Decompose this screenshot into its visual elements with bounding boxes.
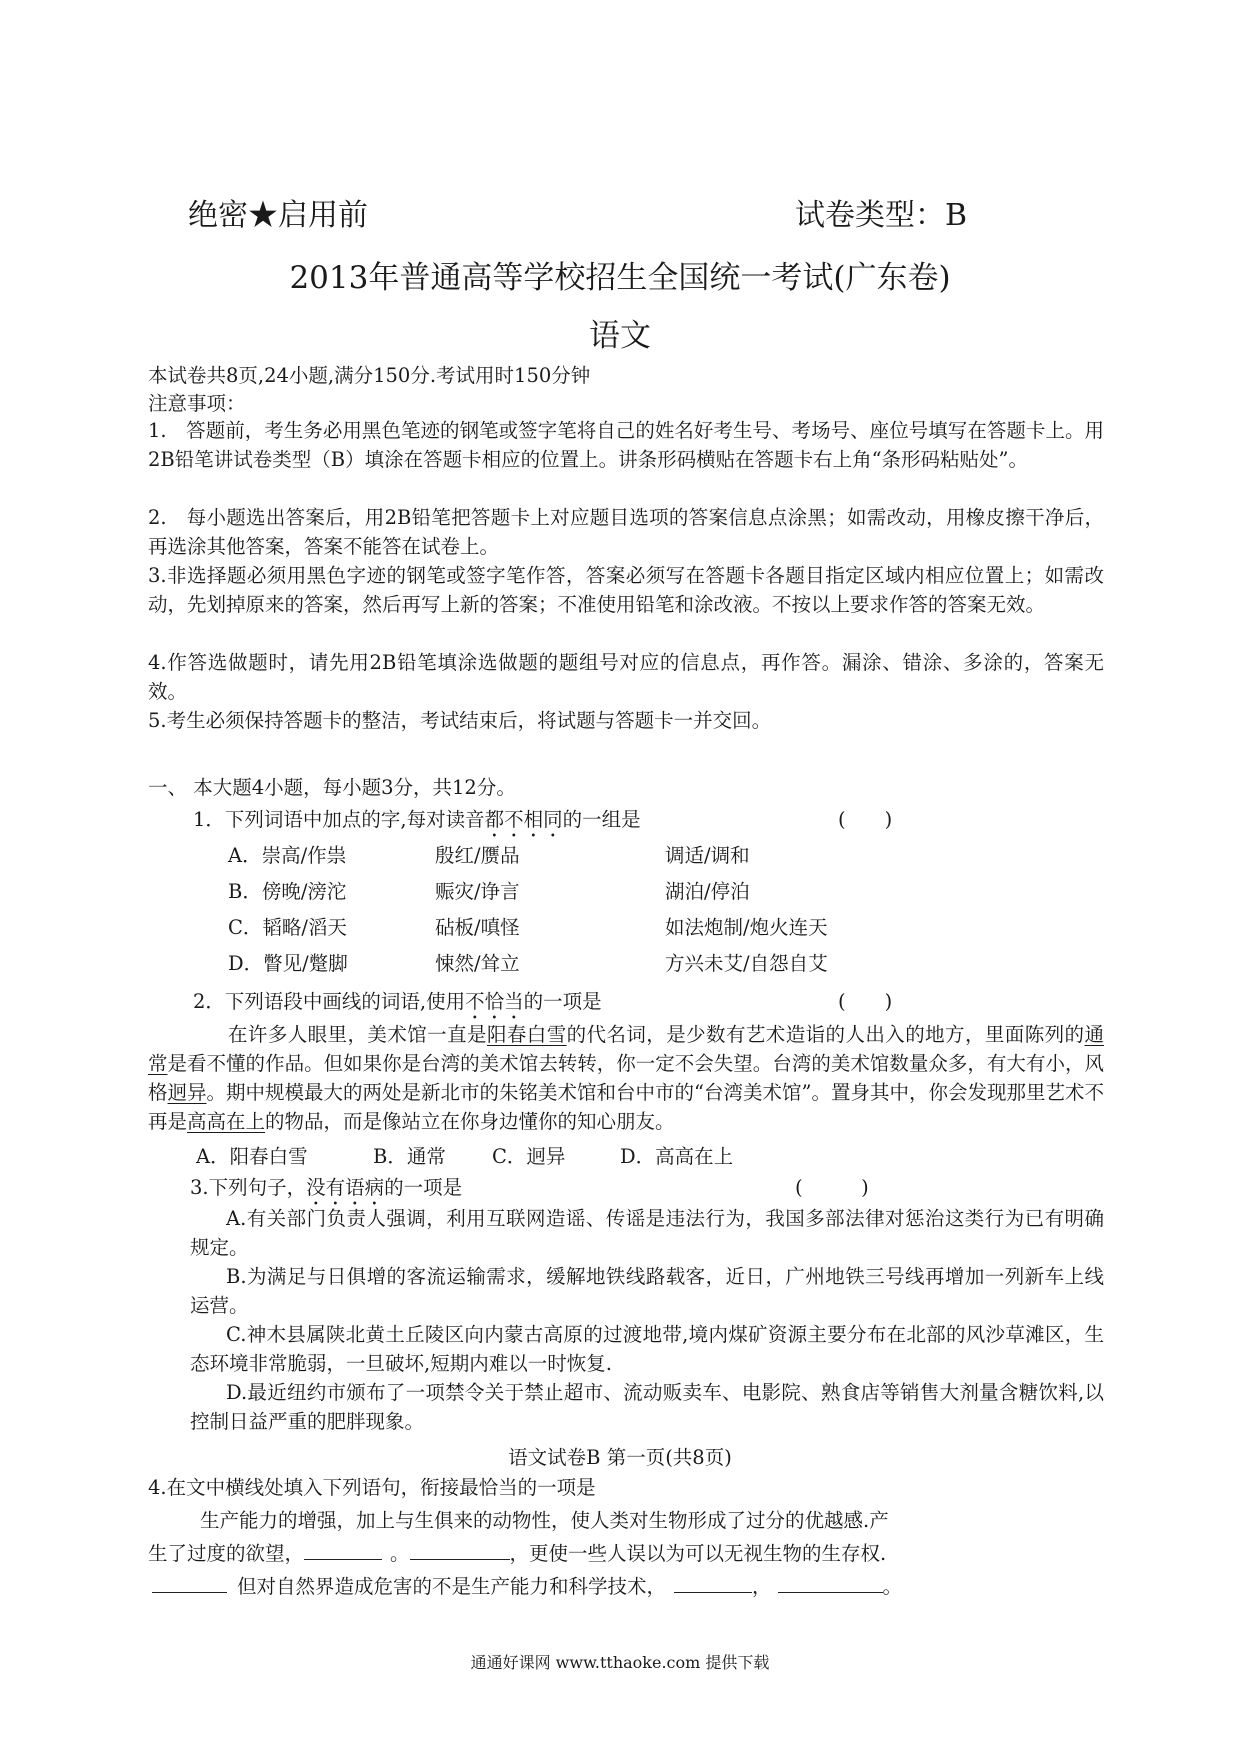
q2-option: A．阳春白雪 xyxy=(196,1145,308,1168)
question-1-stem: 1．下列词语中加点的字,每对读音都不相同的一组是 xyxy=(193,808,641,831)
paper-type-label: 试卷类型：B xyxy=(795,198,968,233)
notice-item: 2. 每小题选出答案后，用2B铅笔把答题卡上对应题目选项的答案信息点涂黑；如需改动，用橡皮擦干净后，再选涂其他答案，答案不能答在试卷上。 xyxy=(148,506,1104,558)
section-heading: 一、 本大题4小题，每小题3分，共12分。 xyxy=(148,776,516,799)
q1-option: 殷红/赝品 xyxy=(435,844,520,867)
q3-option: C.神木县属陕北黄土丘陵区向内蒙古高原的过渡地带,境内煤矿资源主要分布在北部的风沙草滩区，生态环境非常脆弱，一旦破坏,短期内难以一时恢复. xyxy=(190,1323,1104,1375)
answer-blank[interactable] xyxy=(674,1572,752,1593)
notice-item: 4.作答选做题时，请先用2B铅笔填涂选做题的题组号对应的信息点，再作答。漏涂、错涂、多涂的，答案无效。 xyxy=(148,651,1104,703)
q3-option: D.最近纽约市颁布了一项禁令关于禁止超市、流动贩卖车、电影院、熟食店等销售大剂量含糖饮料,以控制日益严重的肥胖现象。 xyxy=(190,1381,1104,1433)
answer-blank[interactable] xyxy=(304,1539,382,1560)
download-footer: 通通好课网 www.tthaoke.com 提供下载 xyxy=(470,1653,770,1672)
q2-option: C．迥异 xyxy=(492,1145,566,1168)
q4-passage-line: 但对自然界造成危害的不是生产能力和科学技术， ， 。 xyxy=(152,1571,902,1599)
q3-option: A.有关部门负责人强调，利用互联网造谣、传谣是违法行为，我国多部法律对惩治这类行为已有明确规定。 xyxy=(190,1207,1104,1259)
notice-item: 5.考生必须保持答题卡的整洁，考试结束后，将试题与答题卡一并交回。 xyxy=(148,709,772,732)
q4-passage-line: 生了过度的欲望， 。 ，更使一些人误以为可以无视生物的生存权. xyxy=(148,1538,886,1566)
q1-option: 砧板/嗔怪 xyxy=(435,916,520,939)
notice-item: 1. 答题前，考生务必用黑色笔迹的钢笔或签字笔将自己的姓名好考生号、考场号、座位号填写在答题卡上。用2B铅笔讲试卷类型（B）填涂在答题卡相应的位置上。讲条形码横贴在答题卡右上角“条形码粘贴处”。 xyxy=(148,419,1104,471)
subject-title: 语文 xyxy=(589,318,651,354)
q3-option: B.为满足与日俱增的客流运输需求，缓解地铁线路载客，近日，广州地铁三号线再增加一列新车上线运营。 xyxy=(190,1265,1104,1317)
exam-intro: 本试卷共8页,24小题,满分150分.考试用时150分钟 xyxy=(148,364,591,387)
answer-paren: ( ) xyxy=(795,1176,869,1199)
q1-option: 调适/调和 xyxy=(665,844,750,867)
answer-blank[interactable] xyxy=(778,1572,883,1593)
q1-option: 湖泊/停泊 xyxy=(665,880,750,903)
q1-option: 悚然/耸立 xyxy=(435,952,520,975)
q2-option: B．通常 xyxy=(373,1145,446,1168)
page-label: 语文试卷B 第一页(共8页) xyxy=(508,1446,732,1469)
q1-option: A．崇高/作祟 xyxy=(228,844,347,867)
q1-option: 赈灾/诤言 xyxy=(435,880,520,903)
question-3-stem: 3.下列句子，没有语病的一项是 xyxy=(190,1176,463,1199)
question-2-stem: 2．下列语段中画线的词语,使用不恰当的一项是 xyxy=(193,990,602,1013)
classification-label: 绝密★启用前 xyxy=(188,198,368,233)
notice-item: 3.非选择题必须用黑色字迹的钢笔或签字笔作答，答案必须写在答题卡各题目指定区域内相应位置上；如需改动，先划掉原来的答案，然后再写上新的答案；不准使用铅笔和涂改液。不按以上要求作答的答案无效。 xyxy=(148,564,1104,616)
q2-option: D．高高在上 xyxy=(620,1145,734,1168)
answer-paren: ( ) xyxy=(838,990,893,1013)
q1-option: 方兴未艾/自怨自艾 xyxy=(665,952,828,975)
notice-label: 注意事项： xyxy=(148,392,246,415)
q4-passage-line: 生产能力的增强，加上与生俱来的动物性，使人类对生物形成了过分的优越感.产 xyxy=(200,1509,889,1532)
q1-option: B．傍晚/滂沱 xyxy=(228,880,347,903)
exam-title: 2013年普通高等学校招生全国统一考试(广东卷) xyxy=(289,260,951,296)
q1-option: 如法炮制/炮火连天 xyxy=(665,916,828,939)
answer-blank[interactable] xyxy=(410,1539,510,1560)
q1-option: D．瞥见/蹩脚 xyxy=(228,952,348,975)
question-4-stem: 4.在文中横线处填入下列语句，衔接最恰当的一项是 xyxy=(148,1476,596,1499)
answer-paren: ( ) xyxy=(838,808,893,831)
q1-option: C．韬略/滔天 xyxy=(228,916,347,939)
answer-blank[interactable] xyxy=(152,1572,227,1593)
q2-passage: 在许多人眼里，美术馆一直是阳春白雪的代名词，是少数有艺术造诣的人出入的地方，里面陈列的通常是看不懂的作品。但如果你是台湾的美术馆去转转，你一定不会失望。台湾的美术馆数量众多，有大有小，风格迥异。期中规模最大的两处是新北市的朱铭美术馆和台中市的“台湾美术馆”。置身其中，你会发现那里艺术不再是高高在上的物品，而是像站立在你身边懂你的知心朋友。 xyxy=(148,1023,1104,1133)
